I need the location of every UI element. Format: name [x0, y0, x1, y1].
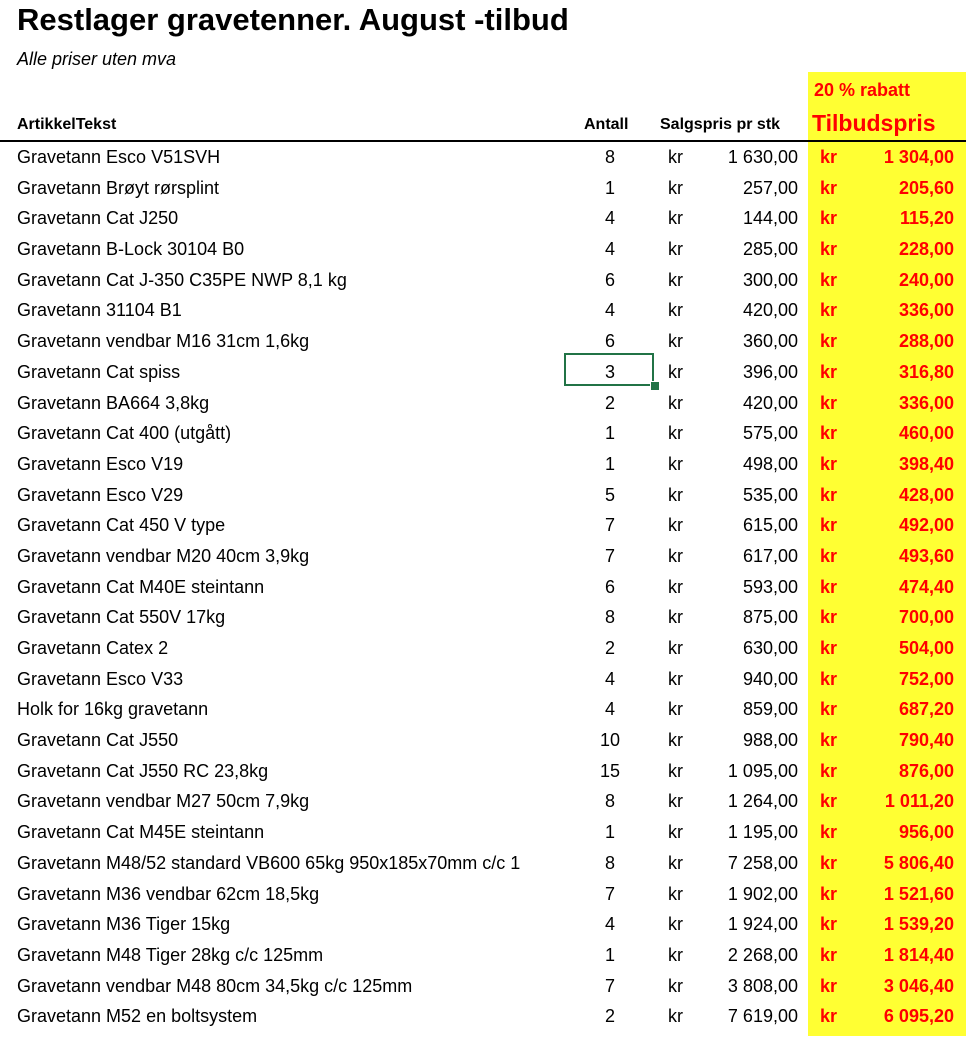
cell-offer-currency[interactable]: kr	[820, 914, 838, 935]
cell-offer-currency[interactable]: kr	[820, 760, 838, 781]
cell-quantity[interactable]: 6	[604, 269, 615, 290]
cell-article[interactable]: Gravetann M48/52 standard VB600 65kg 950x185x70mm c/c 1	[17, 852, 521, 873]
cell-currency[interactable]: kr	[668, 239, 683, 260]
cell-offer-currency[interactable]: kr	[820, 638, 838, 658]
table-row	[0, 602, 980, 633]
cell-offer-currency[interactable]: kr	[820, 392, 838, 413]
cell-currency[interactable]: kr	[668, 515, 683, 536]
cell-quantity[interactable]: 10	[599, 730, 621, 751]
table-row	[0, 541, 980, 572]
cell-offer-price[interactable]: 687,20	[898, 699, 954, 720]
cell-article[interactable]: Gravetann vendbar M27 50cm 7,9kg	[17, 791, 310, 812]
cell-currency[interactable]: kr	[668, 331, 683, 352]
cell-offer-price[interactable]: 3 046,40	[883, 975, 954, 996]
table-row	[0, 326, 980, 357]
cell-offer-price[interactable]: 398,40	[898, 453, 954, 474]
cell-article[interactable]: Gravetann Cat J250	[17, 208, 179, 229]
table-row	[0, 848, 980, 879]
table-row	[0, 694, 980, 725]
table-row	[0, 418, 980, 449]
cell-quantity[interactable]: 4	[604, 699, 615, 720]
cell-currency[interactable]: kr	[668, 699, 683, 720]
cell-article[interactable]: Holk for 16kg gravetann	[17, 699, 209, 720]
cell-currency[interactable]: kr	[668, 638, 683, 658]
cell-offer-currency[interactable]: kr	[820, 883, 838, 904]
table-row	[0, 388, 980, 419]
header-offer-price[interactable]: Tilbudspris	[812, 110, 936, 136]
cell-price[interactable]: 940,00	[742, 668, 798, 689]
cell-price[interactable]: 859,00	[742, 699, 798, 720]
cell-quantity[interactable]: 7	[604, 883, 615, 904]
cell-offer-price[interactable]: 6 095,20	[883, 1006, 954, 1027]
cell-price[interactable]: 360,00	[742, 331, 798, 352]
cell-currency[interactable]: kr	[668, 944, 683, 965]
cell-quantity[interactable]: 5	[604, 484, 615, 505]
cell-currency[interactable]: kr	[668, 361, 683, 382]
cell-currency[interactable]: kr	[668, 852, 683, 873]
cell-quantity[interactable]: 1	[604, 423, 615, 444]
cell-quantity[interactable]: 8	[604, 791, 615, 812]
table-row	[0, 295, 980, 326]
cell-article[interactable]: Gravetann Esco V19	[17, 453, 184, 474]
cell-price[interactable]: 420,00	[742, 392, 798, 413]
cell-price[interactable]: 7 619,00	[727, 1006, 798, 1027]
cell-quantity[interactable]: 3	[604, 361, 615, 382]
cell-offer-price[interactable]: 493,60	[898, 545, 954, 566]
cell-price[interactable]: 498,00	[742, 453, 798, 474]
cell-offer-currency[interactable]: kr	[820, 576, 838, 597]
sheet-subtitle: Alle priser uten mva	[17, 49, 177, 69]
sheet-title: Restlager gravetenner. August -tilbud	[17, 2, 569, 37]
cell-currency[interactable]: kr	[668, 975, 683, 996]
cell-article[interactable]: Gravetann vendbar M20 40cm 3,9kg	[17, 545, 310, 566]
cell-price[interactable]: 535,00	[742, 484, 798, 505]
cell-offer-price[interactable]: 1 304,00	[883, 147, 954, 167]
cell-currency[interactable]: kr	[668, 914, 683, 935]
cell-price[interactable]: 875,00	[742, 607, 798, 628]
cell-price[interactable]: 617,00	[742, 545, 798, 566]
cell-quantity[interactable]: 8	[604, 607, 615, 628]
table-row	[0, 173, 980, 204]
table-row	[0, 265, 980, 296]
cell-currency[interactable]: kr	[668, 760, 683, 781]
cell-currency[interactable]: kr	[668, 147, 683, 167]
cell-offer-currency[interactable]: kr	[820, 239, 838, 260]
cell-price[interactable]: 285,00	[742, 239, 798, 260]
cell-price[interactable]: 593,00	[742, 576, 798, 597]
cell-price[interactable]: 300,00	[742, 269, 798, 290]
cell-price[interactable]: 1 095,00	[727, 760, 798, 781]
cell-offer-currency[interactable]: kr	[820, 1006, 838, 1027]
table-row	[0, 449, 980, 480]
cell-offer-currency[interactable]: kr	[820, 668, 838, 689]
cell-quantity[interactable]: 15	[599, 760, 621, 781]
fill-handle[interactable]	[650, 381, 660, 391]
cell-currency[interactable]: kr	[668, 576, 683, 597]
table-row	[0, 203, 980, 234]
cell-quantity[interactable]: 4	[604, 668, 615, 689]
cell-quantity[interactable]: 2	[604, 1006, 615, 1027]
cell-price[interactable]: 3 808,00	[727, 975, 798, 996]
cell-quantity[interactable]: 4	[604, 239, 615, 260]
cell-price[interactable]: 257,00	[742, 177, 798, 198]
cell-article[interactable]: Gravetann Catex 2	[17, 638, 169, 658]
cell-price[interactable]: 396,00	[742, 361, 798, 382]
cell-article[interactable]: Gravetann BA664 3,8kg	[17, 392, 210, 413]
cell-article[interactable]: Gravetann Cat 450 V type	[17, 515, 226, 536]
header-price[interactable]: Salgspris pr stk	[660, 116, 781, 133]
cell-offer-price[interactable]: 115,20	[899, 208, 954, 229]
cell-quantity[interactable]: 4	[604, 300, 615, 321]
cell-quantity[interactable]: 4	[604, 208, 615, 229]
cell-offer-currency[interactable]: kr	[820, 607, 838, 628]
cell-offer-price[interactable]: 1 539,20	[883, 914, 954, 935]
cell-offer-currency[interactable]: kr	[820, 944, 838, 965]
cell-article[interactable]: Gravetann vendbar M16 31cm 1,6kg	[17, 331, 310, 352]
cell-article[interactable]: Gravetann Cat M40E steintann	[17, 576, 265, 597]
table-row	[0, 971, 980, 1002]
cell-currency[interactable]: kr	[668, 883, 683, 904]
cell-offer-currency[interactable]: kr	[820, 852, 838, 873]
cell-article[interactable]: Gravetann Esco V33	[17, 668, 184, 689]
cell-price[interactable]: 1 924,00	[727, 914, 798, 935]
cell-currency[interactable]: kr	[668, 668, 683, 689]
cell-price[interactable]: 2 268,00	[727, 944, 798, 965]
cell-article[interactable]: Gravetann Esco V29	[17, 484, 184, 505]
table-row	[0, 664, 980, 695]
cell-offer-currency[interactable]: kr	[820, 147, 838, 167]
cell-quantity[interactable]: 1	[604, 822, 615, 843]
cell-offer-currency[interactable]: kr	[820, 975, 838, 996]
cell-article[interactable]: Gravetann M36 vendbar 62cm 18,5kg	[17, 883, 320, 904]
cell-offer-currency[interactable]: kr	[820, 331, 838, 352]
cell-quantity[interactable]: 1	[604, 944, 615, 965]
table-row	[0, 909, 980, 940]
cell-offer-price[interactable]: 428,00	[898, 484, 954, 505]
cell-price[interactable]: 615,00	[742, 515, 798, 536]
cell-article[interactable]: Gravetann Cat spiss	[17, 361, 181, 382]
cell-offer-price[interactable]: 700,00	[898, 607, 954, 628]
table-row	[0, 940, 980, 971]
cell-quantity[interactable]: 2	[604, 392, 615, 413]
cell-offer-currency[interactable]: kr	[820, 515, 838, 536]
cell-offer-price[interactable]: 205,60	[898, 177, 954, 198]
cell-quantity[interactable]: 7	[604, 545, 615, 566]
cell-offer-price[interactable]: 288,00	[898, 331, 954, 352]
cell-article[interactable]: Gravetann vendbar M48 80cm 34,5kg c/c 125mm	[17, 975, 413, 996]
cell-article[interactable]: Gravetann Esco V51SVH	[17, 147, 221, 167]
cell-article[interactable]: Gravetann Cat J550	[17, 730, 179, 751]
table-row	[0, 633, 980, 664]
cell-article[interactable]: Gravetann M52 en boltsystem	[17, 1006, 258, 1027]
cell-quantity[interactable]: 1	[604, 453, 615, 474]
cell-quantity[interactable]: 4	[604, 914, 615, 935]
cell-article[interactable]: Gravetann 31104 B1	[17, 300, 182, 321]
cell-offer-price[interactable]: 876,00	[898, 760, 954, 781]
cell-price[interactable]: 1 630,00	[727, 147, 798, 167]
cell-currency[interactable]: kr	[668, 300, 683, 321]
cell-price[interactable]: 7 258,00	[727, 852, 798, 873]
cell-quantity[interactable]: 1	[604, 177, 615, 198]
cell-offer-price[interactable]: 504,00	[898, 638, 954, 658]
cell-currency[interactable]: kr	[668, 545, 683, 566]
cell-offer-currency[interactable]: kr	[820, 453, 838, 474]
cell-offer-price[interactable]: 240,00	[898, 269, 954, 290]
cell-article[interactable]: Gravetann Cat J550 RC 23,8kg	[17, 760, 269, 781]
cell-offer-price[interactable]: 1 011,20	[884, 791, 954, 812]
cell-currency[interactable]: kr	[668, 453, 683, 474]
discount-label[interactable]: 20 % rabatt	[814, 80, 911, 100]
cell-price[interactable]: 1 264,00	[727, 791, 798, 812]
table-row	[0, 817, 980, 848]
cell-quantity[interactable]: 8	[604, 147, 615, 167]
cell-currency[interactable]: kr	[668, 730, 683, 751]
cell-offer-currency[interactable]: kr	[820, 484, 838, 505]
cell-price[interactable]: 630,00	[742, 638, 798, 658]
cell-offer-price[interactable]: 492,00	[898, 515, 954, 536]
cell-price[interactable]: 144,00	[742, 208, 798, 229]
cell-offer-currency[interactable]: kr	[820, 423, 838, 444]
cell-currency[interactable]: kr	[668, 177, 683, 198]
cell-offer-currency[interactable]: kr	[820, 545, 838, 566]
cell-quantity[interactable]: 6	[604, 331, 615, 352]
cell-offer-price[interactable]: 1 814,40	[883, 944, 954, 965]
cell-offer-price[interactable]: 474,40	[898, 576, 954, 597]
cell-offer-currency[interactable]: kr	[820, 208, 838, 229]
cell-currency[interactable]: kr	[668, 484, 683, 505]
cell-offer-price[interactable]: 228,00	[898, 239, 954, 260]
cell-article[interactable]: Gravetann Cat 400 (utgått)	[17, 423, 232, 444]
cell-article[interactable]: Gravetann Cat M45E steintann	[17, 822, 265, 843]
table-row	[0, 510, 980, 541]
cell-quantity[interactable]: 2	[604, 638, 615, 658]
cell-offer-currency[interactable]: kr	[820, 361, 838, 382]
cell-quantity[interactable]: 7	[604, 975, 615, 996]
cell-offer-price[interactable]: 5 806,40	[883, 852, 954, 873]
cell-article[interactable]: Gravetann B-Lock 30104 B0	[17, 239, 245, 260]
cell-offer-price[interactable]: 956,00	[898, 822, 954, 843]
cell-price[interactable]: 575,00	[742, 423, 798, 444]
table-row	[0, 725, 980, 756]
cell-offer-currency[interactable]: kr	[820, 730, 838, 751]
cell-offer-currency[interactable]: kr	[820, 177, 838, 198]
table-row	[0, 357, 980, 388]
header-article[interactable]: ArtikkelTekst	[17, 116, 117, 133]
table-row	[0, 756, 980, 787]
cell-article[interactable]: Gravetann Cat 550V 17kg	[17, 607, 226, 628]
cell-offer-price[interactable]: 752,00	[898, 668, 954, 689]
cell-offer-currency[interactable]: kr	[820, 822, 838, 843]
cell-price[interactable]: 988,00	[742, 730, 798, 751]
cell-offer-price[interactable]: 460,00	[898, 423, 954, 444]
table-row	[0, 572, 980, 603]
cell-currency[interactable]: kr	[668, 791, 683, 812]
cell-quantity[interactable]: 6	[604, 576, 615, 597]
cell-quantity[interactable]: 7	[604, 515, 615, 536]
cell-offer-currency[interactable]: kr	[820, 791, 838, 812]
selected-cell[interactable]	[564, 353, 654, 386]
cell-offer-price[interactable]: 316,80	[898, 361, 954, 382]
cell-currency[interactable]: kr	[668, 822, 683, 843]
cell-article[interactable]: Gravetann Cat J-350 C35PE NWP 8,1 kg	[17, 269, 347, 290]
table-row	[0, 1001, 980, 1032]
cell-offer-currency[interactable]: kr	[820, 269, 838, 290]
table-row	[0, 786, 980, 817]
cell-offer-price[interactable]: 1 521,60	[883, 883, 954, 904]
cell-article[interactable]: Gravetann Brøyt rørsplint	[17, 177, 220, 198]
cell-currency[interactable]: kr	[668, 392, 683, 413]
cell-article[interactable]: Gravetann M48 Tiger 28kg c/c 125mm	[17, 944, 324, 965]
header-quantity[interactable]: Antall	[584, 116, 629, 133]
cell-quantity[interactable]: 8	[604, 852, 615, 873]
cell-article[interactable]: Gravetann M36 Tiger 15kg	[17, 914, 231, 935]
cell-offer-price[interactable]: 790,40	[898, 730, 954, 751]
cell-price[interactable]: 1 195,00	[727, 822, 798, 843]
cell-currency[interactable]: kr	[668, 208, 683, 229]
cell-price[interactable]: 1 902,00	[727, 883, 798, 904]
cell-offer-currency[interactable]: kr	[820, 300, 838, 321]
cell-offer-currency[interactable]: kr	[820, 699, 838, 720]
cell-currency[interactable]: kr	[668, 423, 683, 444]
table-row	[0, 234, 980, 265]
cell-offer-price[interactable]: 336,00	[898, 392, 954, 413]
table-row	[0, 142, 980, 173]
cell-currency[interactable]: kr	[668, 269, 683, 290]
cell-price[interactable]: 420,00	[742, 300, 798, 321]
cell-currency[interactable]: kr	[668, 1006, 683, 1027]
table-row	[0, 480, 980, 511]
data-table	[0, 142, 980, 1032]
table-row	[0, 879, 980, 910]
cell-currency[interactable]: kr	[668, 607, 683, 628]
cell-offer-price[interactable]: 336,00	[898, 300, 954, 321]
